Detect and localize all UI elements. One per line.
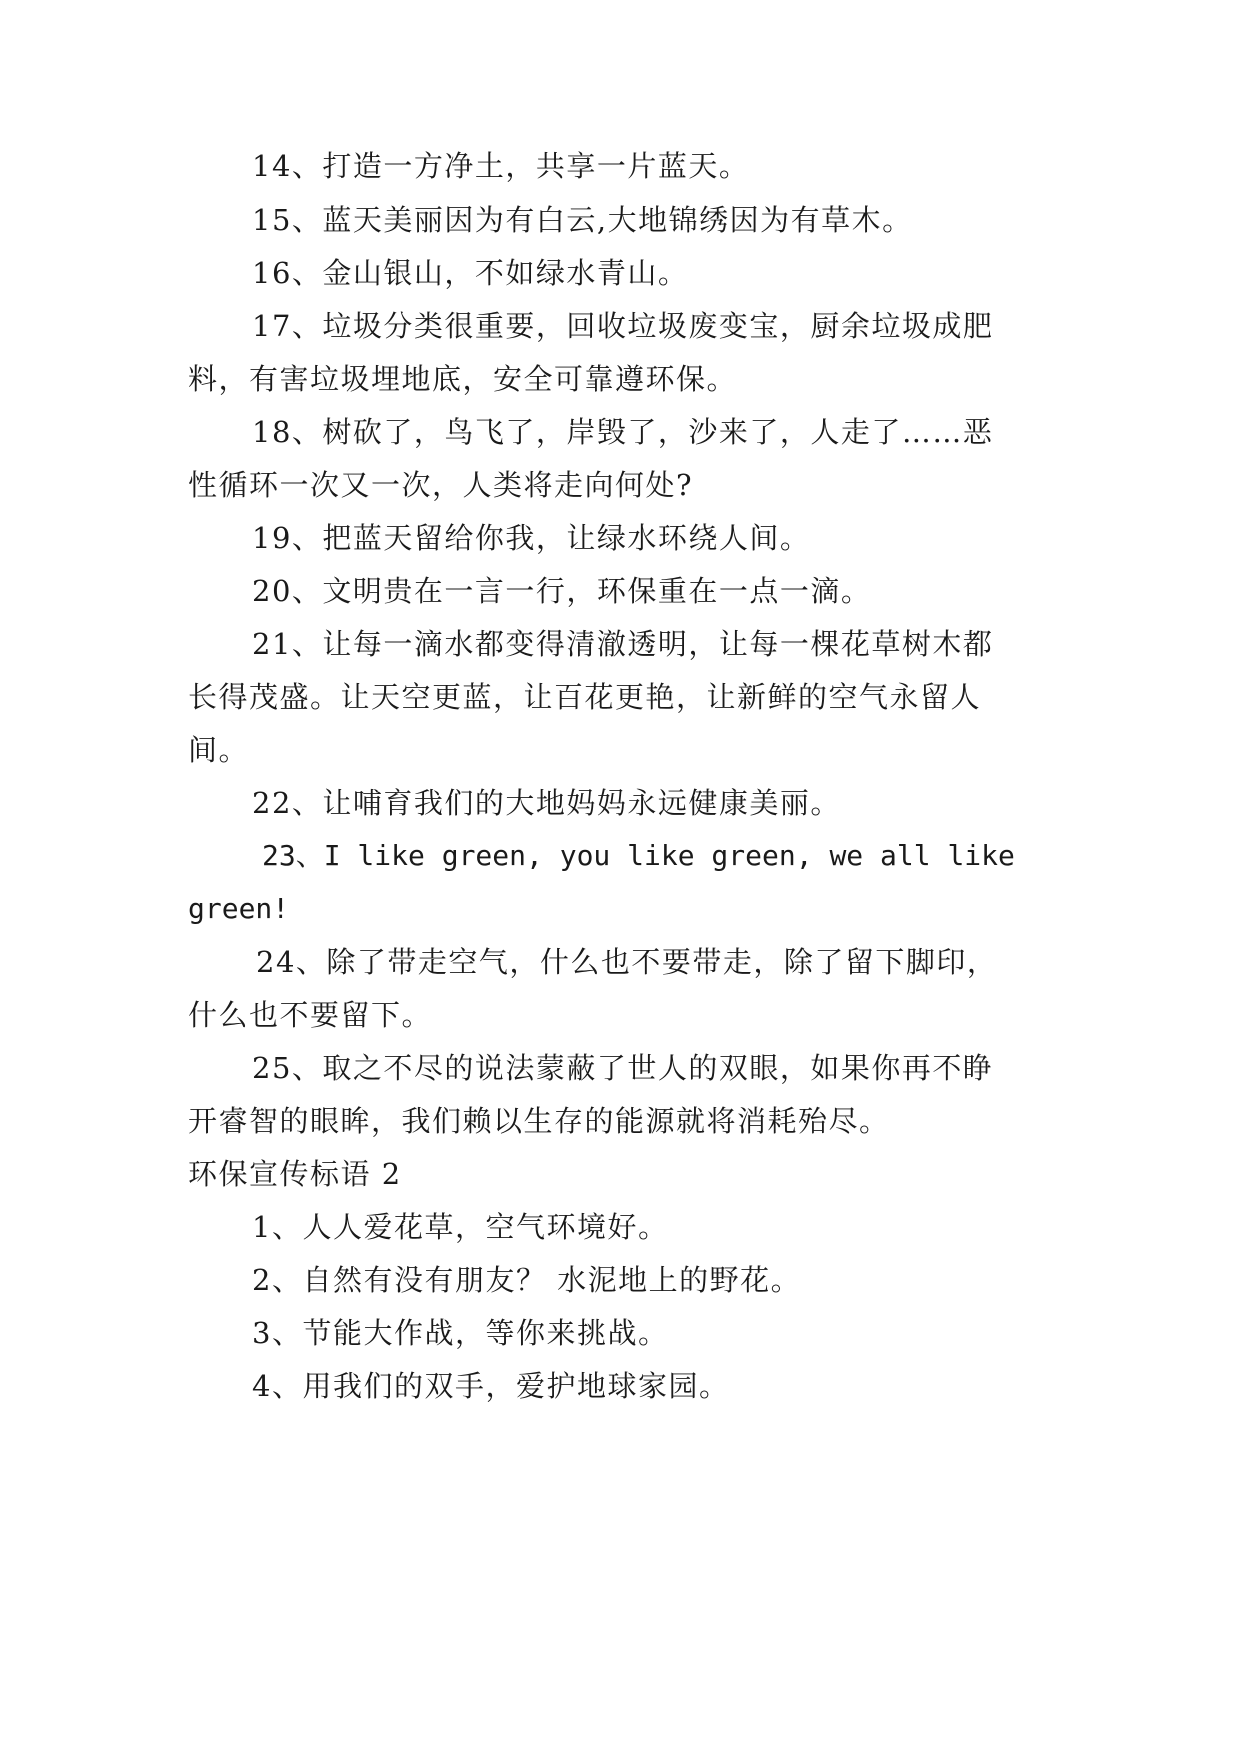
slogan-21-line-3: 间。: [188, 733, 250, 767]
slogan-18-line-1: 18、树砍了，鸟飞了，岸毁了，沙来了，人走了……恶: [252, 415, 994, 449]
slogan-16: 16、金山银山，不如绿水青山。: [252, 256, 689, 290]
section-heading: 环保宣传标语 2: [188, 1157, 402, 1191]
slogan-17-line-1: 17、垃圾分类很重要，回收垃圾废变宝，厨余垃圾成肥: [252, 309, 994, 343]
slogan-22: 22、让哺育我们的大地妈妈永远健康美丽。: [252, 786, 841, 820]
slogan-23-line-2: green!: [188, 892, 290, 925]
slogan-15: 15、蓝天美丽因为有白云,大地锦绣因为有草木。: [252, 203, 913, 237]
slogan-23-line-1: 23、I like green, you like green, we all like: [262, 839, 1015, 872]
slogan-17-line-2: 料，有害垃圾埋地底，安全可靠遵环保。: [188, 362, 738, 396]
slogan-19: 19、把蓝天留给你我，让绿水环绕人间。: [252, 521, 811, 555]
slogan-2-3: 3、节能大作战，等你来挑战。: [252, 1316, 669, 1350]
slogan-20: 20、文明贵在一言一行，环保重在一点一滴。: [252, 574, 872, 608]
slogan-14: 14、打造一方净土，共享一片蓝天。: [252, 149, 750, 183]
slogan-2-1: 1、人人爱花草，空气环境好。: [252, 1210, 669, 1244]
slogan-2-2: 2、自然有没有朋友？ 水泥地上的野花。: [252, 1263, 802, 1297]
slogan-25-line-1: 25、取之不尽的说法蒙蔽了世人的双眼，如果你再不睁: [252, 1051, 994, 1085]
slogan-21-line-2: 长得茂盛。让天空更蓝，让百花更艳，让新鲜的空气永留人: [188, 680, 982, 714]
slogan-21-line-1: 21、让每一滴水都变得清澈透明，让每一棵花草树木都: [252, 627, 994, 661]
slogan-24-line-2: 什么也不要留下。: [188, 998, 433, 1032]
slogan-18-line-2: 性循环一次又一次，人类将走向何处?: [188, 468, 694, 502]
slogan-2-4: 4、用我们的双手，爱护地球家园。: [252, 1369, 730, 1403]
slogan-24-line-1: 24、除了带走空气，什么也不要带走，除了留下脚印，: [256, 945, 998, 979]
slogan-25-line-2: 开睿智的眼眸，我们赖以生存的能源就将消耗殆尽。: [188, 1104, 890, 1138]
